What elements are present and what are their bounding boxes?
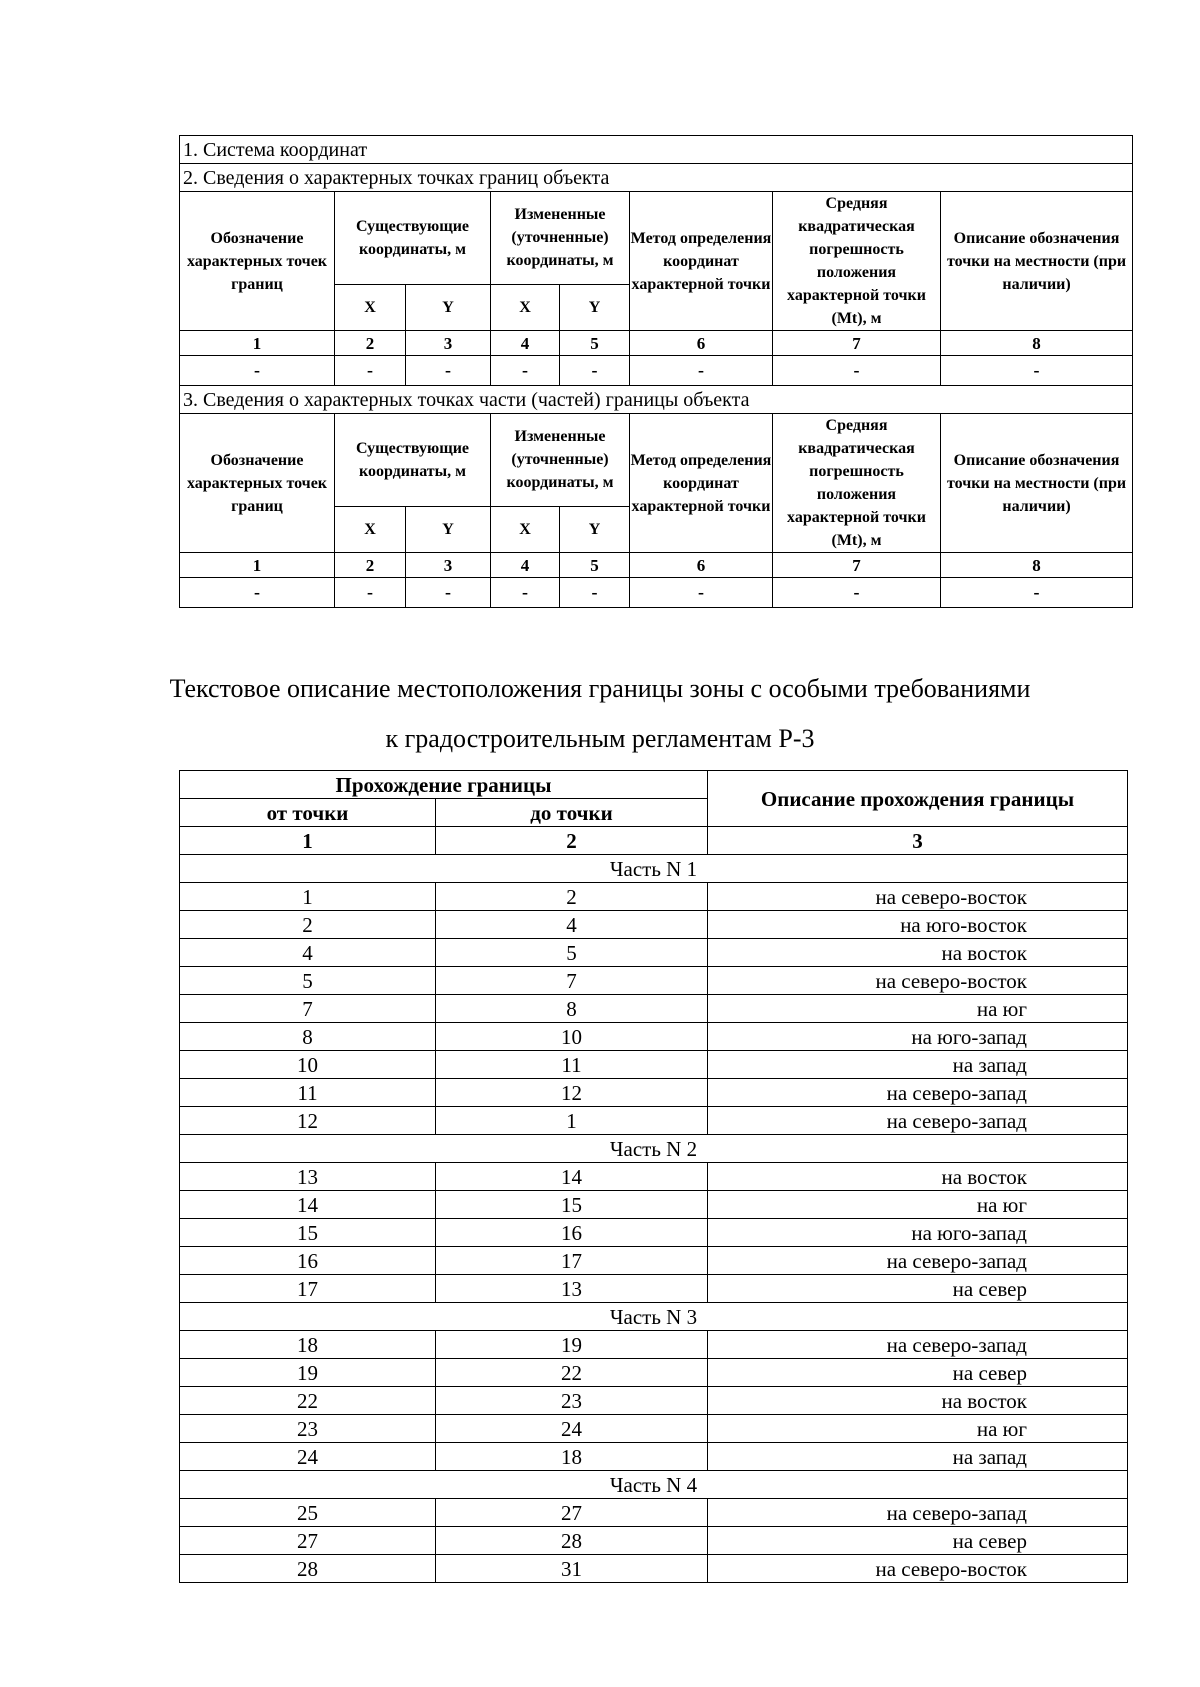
from-point: 22 bbox=[180, 1387, 436, 1415]
section-title-line1: Текстовое описание местоположения границы зоны с особыми требованиями bbox=[169, 674, 1031, 703]
to-point: 11 bbox=[436, 1051, 708, 1079]
table-row bbox=[180, 1359, 1128, 1387]
y-header: Y bbox=[406, 284, 491, 330]
from-point: 14 bbox=[180, 1191, 436, 1219]
from-point: 10 bbox=[180, 1051, 436, 1079]
part-label: Часть N 1 bbox=[180, 855, 1128, 883]
column-number: 3 bbox=[406, 331, 491, 356]
empty-value: - bbox=[941, 578, 1133, 608]
boundary-route-table bbox=[179, 770, 1128, 1583]
part-label: Часть N 4 bbox=[180, 1471, 1128, 1499]
to-point: 13 bbox=[436, 1275, 708, 1303]
empty-value: - bbox=[406, 356, 491, 386]
boundary-pass-header: Прохождение границы bbox=[180, 771, 708, 799]
table-row bbox=[180, 1555, 1128, 1583]
table-row bbox=[180, 995, 1128, 1023]
to-point: 22 bbox=[436, 1359, 708, 1387]
from-point: 1 bbox=[180, 883, 436, 911]
to-point: 24 bbox=[436, 1415, 708, 1443]
from-point: 11 bbox=[180, 1079, 436, 1107]
empty-value: - bbox=[560, 578, 630, 608]
from-point: 17 bbox=[180, 1275, 436, 1303]
table-row bbox=[180, 1107, 1128, 1135]
direction-description: на юг bbox=[708, 995, 1128, 1023]
from-point: 5 bbox=[180, 967, 436, 995]
column-number: 2 bbox=[335, 331, 406, 356]
error-header: Средняя квадратическая погрешность положения характерной точки (Mt), м bbox=[773, 192, 941, 331]
existing-coords-header: Существующие координаты, м bbox=[335, 192, 491, 285]
to-point: 16 bbox=[436, 1219, 708, 1247]
direction-description: на северо-восток bbox=[708, 883, 1128, 911]
column-number: 6 bbox=[630, 331, 773, 356]
to-point: 23 bbox=[436, 1387, 708, 1415]
method-header: Метод определения координат характерной точки bbox=[630, 414, 773, 553]
from-point: 4 bbox=[180, 939, 436, 967]
changed-coords-header: Измененные (уточненные) координаты, м bbox=[491, 192, 630, 285]
section-part-points-cell: 3. Сведения о характерных точках части (частей) границы объекта bbox=[180, 386, 1133, 414]
table-row bbox=[180, 1275, 1128, 1303]
part-label: Часть N 3 bbox=[180, 1303, 1128, 1331]
x-header: X bbox=[491, 506, 560, 552]
from-point: 25 bbox=[180, 1499, 436, 1527]
to-point: 31 bbox=[436, 1555, 708, 1583]
from-point: 19 bbox=[180, 1359, 436, 1387]
column-number: 1 bbox=[180, 331, 335, 356]
x-header: X bbox=[335, 506, 406, 552]
column-number: 4 bbox=[491, 331, 560, 356]
part-points-header-row bbox=[180, 414, 1133, 507]
object-points-data-row bbox=[180, 356, 1133, 386]
table-row bbox=[180, 1191, 1128, 1219]
to-point: 17 bbox=[436, 1247, 708, 1275]
table-row bbox=[180, 1387, 1128, 1415]
table-row bbox=[180, 1079, 1128, 1107]
y-header: Y bbox=[406, 506, 491, 552]
error-header: Средняя квадратическая погрешность положения характерной точки (Mt), м bbox=[773, 414, 941, 553]
part-header-row bbox=[180, 1471, 1128, 1499]
direction-description: на восток bbox=[708, 939, 1128, 967]
route-header-row bbox=[180, 771, 1128, 799]
direction-description: на северо-запад bbox=[708, 1107, 1128, 1135]
to-point: 8 bbox=[436, 995, 708, 1023]
object-points-column-numbers-row bbox=[180, 331, 1133, 356]
direction-description: на север bbox=[708, 1359, 1128, 1387]
part-header-row bbox=[180, 855, 1128, 883]
to-point: 12 bbox=[436, 1079, 708, 1107]
table-row bbox=[180, 1023, 1128, 1051]
to-point: 28 bbox=[436, 1527, 708, 1555]
from-point: 12 bbox=[180, 1107, 436, 1135]
y-header: Y bbox=[560, 284, 630, 330]
to-point: 18 bbox=[436, 1443, 708, 1471]
direction-description: на восток bbox=[708, 1163, 1128, 1191]
to-point: 27 bbox=[436, 1499, 708, 1527]
column-number: 5 bbox=[560, 331, 630, 356]
direction-description: на юго-запад bbox=[708, 1023, 1128, 1051]
column-number: 7 bbox=[773, 553, 941, 578]
empty-value: - bbox=[406, 578, 491, 608]
direction-description: на северо-запад bbox=[708, 1499, 1128, 1527]
from-point: 18 bbox=[180, 1331, 436, 1359]
part-label: Часть N 2 bbox=[180, 1135, 1128, 1163]
column-number: 1 bbox=[180, 827, 436, 855]
table-row bbox=[180, 1163, 1128, 1191]
table-row bbox=[180, 1331, 1128, 1359]
from-point: 28 bbox=[180, 1555, 436, 1583]
column-number: 8 bbox=[941, 553, 1133, 578]
part-header-row bbox=[180, 1303, 1128, 1331]
from-point: 27 bbox=[180, 1527, 436, 1555]
designation-header: Обозначение характерных точек границ bbox=[180, 192, 335, 331]
empty-value: - bbox=[180, 356, 335, 386]
object-points-header-row bbox=[180, 192, 1133, 285]
column-number: 6 bbox=[630, 553, 773, 578]
to-point: 4 bbox=[436, 911, 708, 939]
direction-description: на север bbox=[708, 1275, 1128, 1303]
to-point: 15 bbox=[436, 1191, 708, 1219]
column-number: 1 bbox=[180, 553, 335, 578]
section-coordinate-system bbox=[180, 136, 1133, 164]
pass-description-header: Описание прохождения границы bbox=[708, 771, 1128, 827]
part-points-column-numbers-row bbox=[180, 553, 1133, 578]
direction-description: на восток bbox=[708, 1387, 1128, 1415]
direction-description: на северо-восток bbox=[708, 967, 1128, 995]
column-number: 2 bbox=[335, 553, 406, 578]
to-point: 14 bbox=[436, 1163, 708, 1191]
section-part-points bbox=[180, 386, 1133, 414]
section-object-points bbox=[180, 164, 1133, 192]
table-row bbox=[180, 967, 1128, 995]
column-number: 5 bbox=[560, 553, 630, 578]
column-number: 3 bbox=[708, 827, 1128, 855]
empty-value: - bbox=[560, 356, 630, 386]
from-point: 16 bbox=[180, 1247, 436, 1275]
empty-value: - bbox=[180, 578, 335, 608]
from-point: 23 bbox=[180, 1415, 436, 1443]
empty-value: - bbox=[335, 578, 406, 608]
direction-description: на юг bbox=[708, 1415, 1128, 1443]
to-point: 1 bbox=[436, 1107, 708, 1135]
point-description-header: Описание обозначения точки на местности (при наличии) bbox=[941, 414, 1133, 553]
table-row bbox=[180, 1443, 1128, 1471]
to-point-header: до точки bbox=[436, 799, 708, 827]
to-point: 2 bbox=[436, 883, 708, 911]
point-description-header: Описание обозначения точки на местности (при наличии) bbox=[941, 192, 1133, 331]
from-point: 13 bbox=[180, 1163, 436, 1191]
route-column-numbers-row bbox=[180, 827, 1128, 855]
to-point: 5 bbox=[436, 939, 708, 967]
column-number: 2 bbox=[436, 827, 708, 855]
column-number: 3 bbox=[406, 553, 491, 578]
direction-description: на северо-запад bbox=[708, 1247, 1128, 1275]
empty-value: - bbox=[491, 356, 560, 386]
to-point: 10 bbox=[436, 1023, 708, 1051]
direction-description: на юг bbox=[708, 1191, 1128, 1219]
changed-coords-header: Измененные (уточненные) координаты, м bbox=[491, 414, 630, 507]
table-row bbox=[180, 883, 1128, 911]
direction-description: на северо-запад bbox=[708, 1079, 1128, 1107]
section-title-line2: к градостроительным регламентам Р-3 bbox=[385, 724, 815, 753]
table-row bbox=[180, 1247, 1128, 1275]
direction-description: на северо-запад bbox=[708, 1331, 1128, 1359]
designation-header: Обозначение характерных точек границ bbox=[180, 414, 335, 553]
existing-coords-header: Существующие координаты, м bbox=[335, 414, 491, 507]
part-points-data-row bbox=[180, 578, 1133, 608]
from-point: 8 bbox=[180, 1023, 436, 1051]
table-row bbox=[180, 1051, 1128, 1079]
method-header: Метод определения координат характерной точки bbox=[630, 192, 773, 331]
table-row bbox=[180, 1527, 1128, 1555]
from-point-header: от точки bbox=[180, 799, 436, 827]
table-row bbox=[180, 911, 1128, 939]
empty-value: - bbox=[335, 356, 406, 386]
column-number: 8 bbox=[941, 331, 1133, 356]
x-header: X bbox=[491, 284, 560, 330]
empty-value: - bbox=[773, 356, 941, 386]
empty-value: - bbox=[630, 356, 773, 386]
from-point: 15 bbox=[180, 1219, 436, 1247]
column-number: 7 bbox=[773, 331, 941, 356]
direction-description: на северо-восток bbox=[708, 1555, 1128, 1583]
table-row bbox=[180, 939, 1128, 967]
section-coordinate-system-cell: 1. Система координат bbox=[180, 136, 1133, 164]
table-row bbox=[180, 1499, 1128, 1527]
direction-description: на запад bbox=[708, 1443, 1128, 1471]
route-table-body bbox=[180, 771, 1128, 1583]
direction-description: на запад bbox=[708, 1051, 1128, 1079]
coordinate-table-body bbox=[180, 136, 1133, 608]
from-point: 7 bbox=[180, 995, 436, 1023]
empty-value: - bbox=[630, 578, 773, 608]
table-row bbox=[180, 1415, 1128, 1443]
table-row bbox=[180, 1219, 1128, 1247]
coordinate-table bbox=[179, 135, 1133, 608]
column-number: 4 bbox=[491, 553, 560, 578]
direction-description: на юго-восток bbox=[708, 911, 1128, 939]
from-point: 24 bbox=[180, 1443, 436, 1471]
empty-value: - bbox=[491, 578, 560, 608]
section-object-points-cell: 2. Сведения о характерных точках границ объекта bbox=[180, 164, 1133, 192]
part-header-row bbox=[180, 1135, 1128, 1163]
to-point: 7 bbox=[436, 967, 708, 995]
from-point: 2 bbox=[180, 911, 436, 939]
empty-value: - bbox=[941, 356, 1133, 386]
empty-value: - bbox=[773, 578, 941, 608]
to-point: 19 bbox=[436, 1331, 708, 1359]
direction-description: на юго-запад bbox=[708, 1219, 1128, 1247]
x-header: X bbox=[335, 284, 406, 330]
y-header: Y bbox=[560, 506, 630, 552]
direction-description: на север bbox=[708, 1527, 1128, 1555]
